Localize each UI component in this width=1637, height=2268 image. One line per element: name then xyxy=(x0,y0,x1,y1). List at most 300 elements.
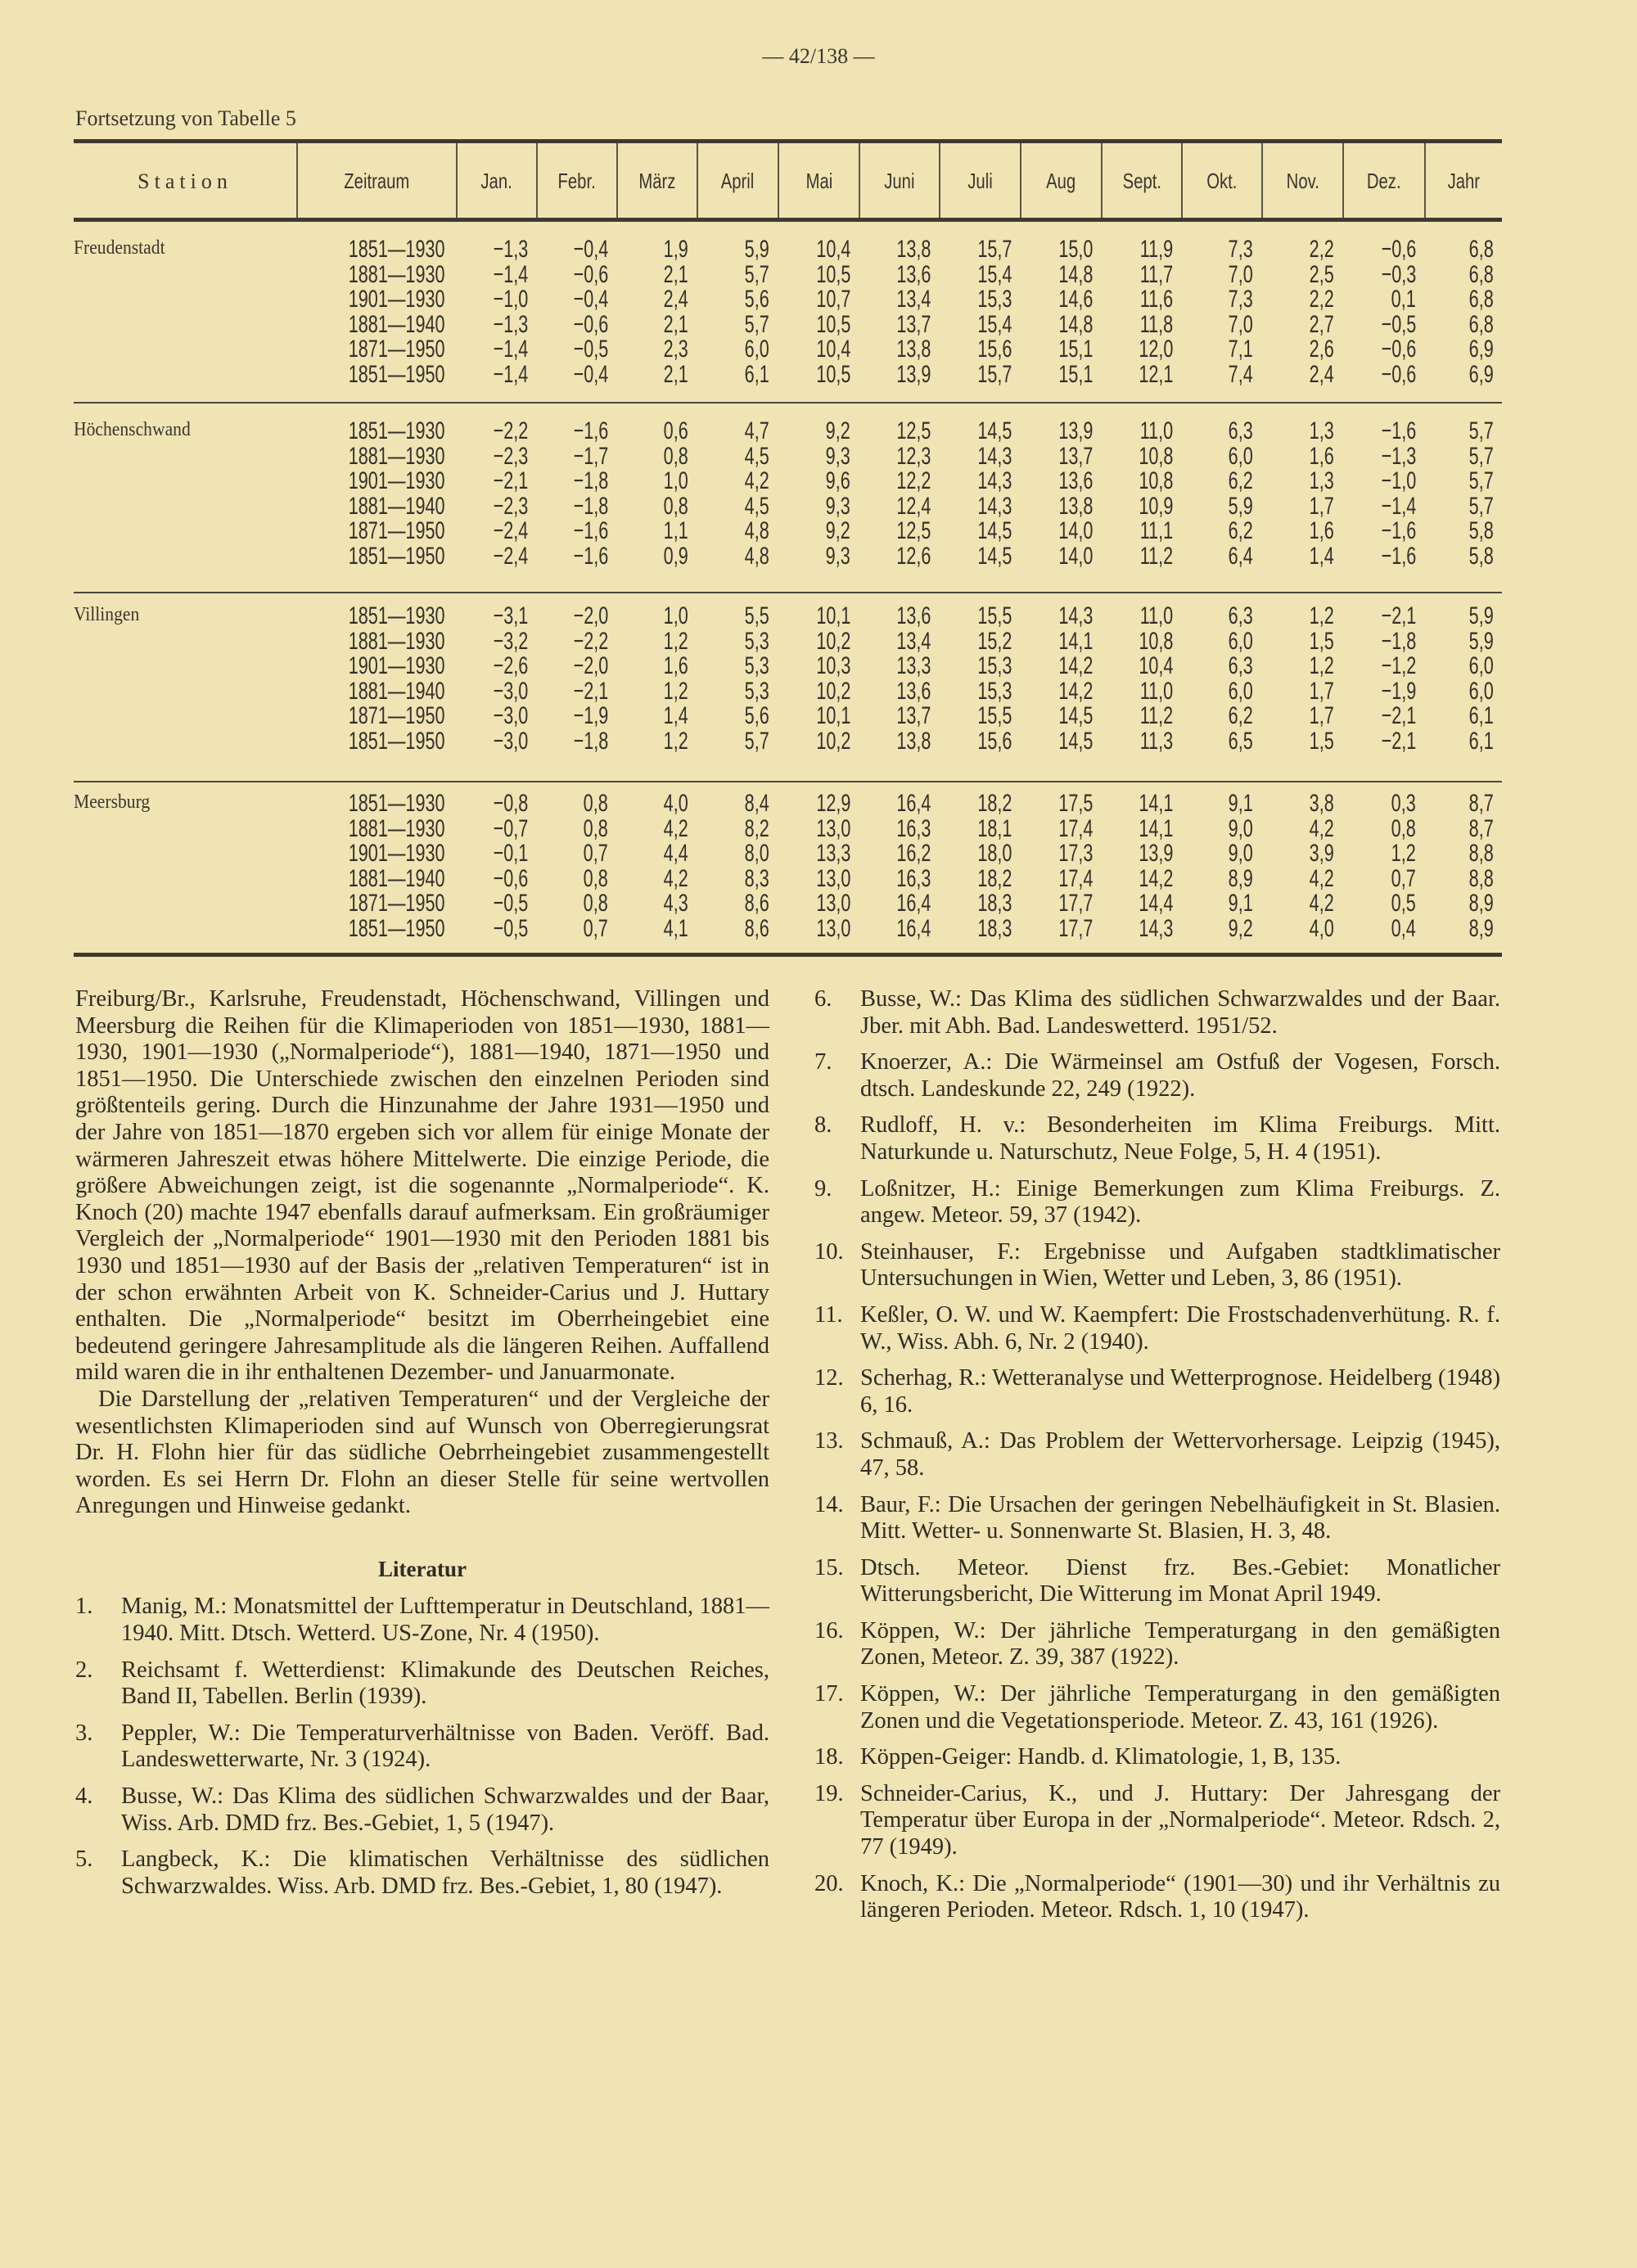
value-cell: 13,7 xyxy=(895,702,931,729)
value-cell: 18,1 xyxy=(976,814,1012,842)
value-cell: −2,1 xyxy=(493,467,528,494)
value-cell: 10,4 xyxy=(815,336,850,363)
period-cell: 1881—1940 xyxy=(348,864,444,892)
value-cell: 13,7 xyxy=(895,310,931,338)
value-cell: 2,1 xyxy=(663,360,688,388)
value-cell: 6,0 xyxy=(1228,627,1253,655)
value-cell: 0,7 xyxy=(1391,864,1416,892)
value-cell: 1,6 xyxy=(1309,517,1334,544)
value-cell: 18,3 xyxy=(976,914,1012,942)
period-cell: 1881—1940 xyxy=(348,492,444,520)
period-cell: 1851—1930 xyxy=(348,417,444,444)
table-row xyxy=(74,469,1502,494)
reference-text: Busse, W.: Das Klima des südlichen Schwarzwaldes und der Baar. Jber. mit Abh. Bad. Landeswetterd. 1951/52. xyxy=(860,986,1500,1039)
value-cell: 10,2 xyxy=(815,627,850,655)
reference-text: Peppler, W.: Die Temperaturverhältnisse von Baden. Veröff. Bad. Landeswetterwarte, Nr. 3 (1924). xyxy=(121,1720,769,1773)
value-cell: −0,7 xyxy=(493,814,528,842)
value-cell: 11,7 xyxy=(1139,260,1173,288)
value-cell: 14,3 xyxy=(1058,602,1093,629)
value-cell: 2,5 xyxy=(1309,260,1334,288)
value-cell: 15,4 xyxy=(976,310,1012,338)
value-cell: 15,6 xyxy=(976,727,1012,755)
column-header-label: April xyxy=(721,169,755,193)
value-cell: 0,8 xyxy=(663,492,688,520)
value-cell: 7,3 xyxy=(1228,236,1253,263)
value-cell: 4,0 xyxy=(1309,914,1334,942)
column-header xyxy=(296,143,456,219)
value-cell: 12,4 xyxy=(895,492,931,520)
reference-text: Busse, W.: Das Klima des südlichen Schwarzwaldes und der Baar, Wiss. Arb. DMD frz. Bes.-Gebiet, 1, 5 (1947). xyxy=(121,1783,769,1836)
reference-number: 6. xyxy=(814,986,832,1012)
value-cell: 13,3 xyxy=(815,840,850,867)
value-cell: 8,4 xyxy=(744,790,769,817)
value-cell: 5,3 xyxy=(744,652,769,679)
value-cell: −2,0 xyxy=(573,602,608,629)
value-cell: 1,4 xyxy=(1309,542,1334,570)
table-row xyxy=(74,729,1502,754)
value-cell: 16,3 xyxy=(895,864,931,892)
reference-text: Scherhag, R.: Wetteranalyse und Wetterprognose. Heidelberg (1948) 6, 16. xyxy=(860,1365,1500,1418)
value-cell: 6,8 xyxy=(1468,236,1494,263)
period-cell: 1881—1940 xyxy=(348,677,444,705)
value-cell: 11,2 xyxy=(1139,542,1173,570)
reference-item xyxy=(814,1871,1500,1924)
value-cell: −1,4 xyxy=(493,336,528,363)
value-cell: 1,7 xyxy=(1309,677,1334,705)
value-cell: 14,1 xyxy=(1138,790,1173,817)
value-cell: −1,8 xyxy=(573,492,608,520)
period-cell: 1851—1950 xyxy=(348,360,444,388)
value-cell: 6,8 xyxy=(1468,260,1494,288)
value-cell: 15,1 xyxy=(1058,336,1093,363)
reference-item xyxy=(814,1239,1500,1292)
value-cell: 5,9 xyxy=(1468,602,1494,629)
reference-item xyxy=(814,1365,1500,1418)
value-cell: 13,4 xyxy=(895,286,931,313)
column-header xyxy=(939,143,1020,219)
value-cell: −1,2 xyxy=(1381,652,1416,679)
reference-number: 14. xyxy=(814,1491,844,1517)
value-cell: 13,7 xyxy=(1058,442,1093,470)
reference-number: 20. xyxy=(814,1870,844,1896)
reference-number: 13. xyxy=(814,1428,844,1454)
period-cell: 1901—1930 xyxy=(348,840,444,867)
column-header-label: Sept. xyxy=(1122,169,1161,193)
reference-text: Steinhauser, F.: Ergebnisse und Aufgaben stadtklimatischer Untersuchungen in Wien, Wetter und Leben, 3, 86 (1951). xyxy=(860,1238,1500,1292)
value-cell: 17,7 xyxy=(1058,890,1093,917)
value-cell: −1,9 xyxy=(1381,677,1416,705)
value-cell: −3,0 xyxy=(493,702,528,729)
value-cell: 4,4 xyxy=(663,840,688,867)
value-cell: 13,6 xyxy=(895,260,931,288)
value-cell: 10,5 xyxy=(815,260,850,288)
value-cell: 6,9 xyxy=(1468,336,1494,363)
value-cell: −1,0 xyxy=(493,286,528,313)
reference-number: 16. xyxy=(814,1617,844,1644)
table-row xyxy=(74,864,1502,892)
section-rule xyxy=(74,781,1502,782)
period-cell: 1851—1950 xyxy=(348,914,444,942)
value-cell: 17,7 xyxy=(1058,914,1093,942)
value-cell: 9,6 xyxy=(825,467,850,494)
value-cell: 7,3 xyxy=(1228,286,1253,313)
value-cell: 15,4 xyxy=(976,260,1012,288)
value-cell: −1,6 xyxy=(573,542,608,570)
table-row xyxy=(74,841,1502,866)
value-cell: 13,9 xyxy=(1058,417,1093,444)
value-cell: 10,4 xyxy=(1138,652,1173,679)
value-cell: −1,4 xyxy=(1381,492,1416,520)
value-cell: 15,0 xyxy=(1058,236,1093,263)
value-cell: −1,6 xyxy=(573,417,608,444)
reference-item xyxy=(75,1657,769,1711)
column-header-label: Jan. xyxy=(480,169,513,193)
reference-text: Dtsch. Meteor. Dienst frz. Bes.-Gebiet: Monatlicher Witterungsbericht, Die Witterung im Monat April 1949. xyxy=(860,1554,1500,1607)
value-cell: 14,2 xyxy=(1138,864,1173,892)
value-cell: 7,1 xyxy=(1228,336,1253,363)
value-cell: −2,2 xyxy=(573,627,608,655)
value-cell: −2,3 xyxy=(493,492,528,520)
reference-number: 4. xyxy=(75,1783,93,1810)
reference-text: Manig, M.: Monatsmittel der Lufttemperatur in Deutschland, 1881—1940. Mitt. Dtsch. Wetterd. US-Zone, Nr. 4 (1950). xyxy=(121,1594,769,1647)
value-cell: 5,3 xyxy=(744,677,769,705)
reference-number: 8. xyxy=(814,1112,832,1139)
column-header xyxy=(1181,143,1261,219)
value-cell: 6,2 xyxy=(1228,702,1253,729)
value-cell: −1,9 xyxy=(573,702,608,729)
reference-text: Köppen, W.: Der jährliche Temperaturgang in den gemäßigten Zonen und die Vegetationsperiode. Meteor. Z. 43, 161 (1926). xyxy=(860,1681,1500,1734)
value-cell: 14,4 xyxy=(1138,890,1173,917)
column-header xyxy=(536,143,616,219)
value-cell: −1,3 xyxy=(1381,442,1416,470)
value-cell: 8,2 xyxy=(744,814,769,842)
value-cell: 13,4 xyxy=(895,627,931,655)
column-header xyxy=(1261,143,1342,219)
table-row xyxy=(74,310,1502,338)
value-cell: 8,9 xyxy=(1468,890,1494,917)
value-cell: 14,1 xyxy=(1058,627,1093,655)
value-cell: −3,2 xyxy=(493,627,528,655)
reference-number: 2. xyxy=(75,1657,93,1683)
left-column xyxy=(75,986,769,1910)
value-cell: 0,9 xyxy=(663,542,688,570)
value-cell: 0,7 xyxy=(583,914,608,942)
reference-text: Loßnitzer, H.: Einige Bemerkungen zum Klima Freiburgs. Z. angew. Meteor. 59, 37 (1942). xyxy=(860,1175,1500,1229)
value-cell: 4,2 xyxy=(663,864,688,892)
column-header xyxy=(859,143,939,219)
reference-text: Langbeck, K.: Die klimatischen Verhältnisse des südlichen Schwarzwaldes. Wiss. Arb. DMD frz. Bes.-Gebiet, 1, 80 (1947). xyxy=(121,1846,769,1899)
table-row xyxy=(74,604,1502,629)
value-cell: 5,7 xyxy=(744,727,769,755)
value-cell: 11,1 xyxy=(1139,517,1173,544)
value-cell: 10,2 xyxy=(815,677,850,705)
table-header xyxy=(74,143,1502,219)
column-header-label: Okt. xyxy=(1206,169,1238,193)
value-cell: 14,5 xyxy=(976,517,1012,544)
period-cell: 1851—1950 xyxy=(348,727,444,755)
value-cell: 13,0 xyxy=(815,914,850,942)
value-cell: 6,2 xyxy=(1228,517,1253,544)
value-cell: 7,0 xyxy=(1228,310,1253,338)
value-cell: 4,2 xyxy=(744,467,769,494)
value-cell: 2,1 xyxy=(663,260,688,288)
table-row xyxy=(74,704,1502,728)
reference-text: Reichsamt f. Wetterdienst: Klimakunde des Deutschen Reiches, Band II, Tabellen. Berlin (1939). xyxy=(121,1657,769,1710)
value-cell: 13,0 xyxy=(815,814,850,842)
value-cell: 13,0 xyxy=(815,890,850,917)
value-cell: 8,7 xyxy=(1468,790,1494,817)
value-cell: 2,4 xyxy=(1309,360,1334,388)
value-cell: 5,7 xyxy=(744,260,769,288)
value-cell: 1,0 xyxy=(663,467,688,494)
value-cell: −0,6 xyxy=(1381,336,1416,363)
value-cell: 8,9 xyxy=(1228,864,1253,892)
value-cell: 14,6 xyxy=(1058,286,1093,313)
period-cell: 1881—1930 xyxy=(348,627,444,655)
reference-item xyxy=(814,1555,1500,1608)
column-header-label: Mai xyxy=(805,169,832,193)
value-cell: −2,4 xyxy=(493,542,528,570)
value-cell: 17,3 xyxy=(1058,840,1093,867)
value-cell: 17,4 xyxy=(1058,864,1093,892)
value-cell: 4,7 xyxy=(744,417,769,444)
value-cell: 0,8 xyxy=(663,442,688,470)
value-cell: 6,0 xyxy=(1468,677,1494,705)
value-cell: −0,5 xyxy=(493,914,528,942)
value-cell: 14,3 xyxy=(976,442,1012,470)
table-row xyxy=(74,544,1502,569)
value-cell: 15,6 xyxy=(976,336,1012,363)
value-cell: 0,8 xyxy=(1391,814,1416,842)
value-cell: −2,6 xyxy=(493,652,528,679)
value-cell: 13,9 xyxy=(895,360,931,388)
value-cell: 5,7 xyxy=(1468,492,1494,520)
value-cell: −0,6 xyxy=(1381,360,1416,388)
reference-number: 18. xyxy=(814,1744,844,1770)
value-cell: 13,8 xyxy=(895,336,931,363)
value-cell: 1,7 xyxy=(1309,702,1334,729)
value-cell: 12,1 xyxy=(1138,360,1173,388)
value-cell: 13,9 xyxy=(1138,840,1173,867)
value-cell: 16,4 xyxy=(895,890,931,917)
reference-item xyxy=(814,1428,1500,1481)
reference-item xyxy=(814,1176,1500,1229)
table-row xyxy=(74,629,1502,654)
value-cell: 6,8 xyxy=(1468,310,1494,338)
table-row xyxy=(74,814,1502,842)
value-cell: 14,5 xyxy=(976,417,1012,444)
value-cell: −0,5 xyxy=(573,336,608,363)
value-cell: 9,3 xyxy=(825,542,850,570)
value-cell: −2,3 xyxy=(493,442,528,470)
value-cell: 14,2 xyxy=(1058,677,1093,705)
value-cell: −2,1 xyxy=(573,677,608,705)
value-cell: −1,6 xyxy=(1381,417,1416,444)
value-cell: 9,3 xyxy=(825,442,850,470)
value-cell: 10,1 xyxy=(815,602,850,629)
value-cell: 6,0 xyxy=(744,336,769,363)
reference-item xyxy=(814,986,1500,1039)
value-cell: 15,1 xyxy=(1058,360,1093,388)
value-cell: 13,6 xyxy=(1058,467,1093,494)
right-column xyxy=(814,986,1500,1934)
reference-list xyxy=(814,986,1500,1924)
value-cell: 14,5 xyxy=(976,542,1012,570)
value-cell: 0,5 xyxy=(1391,890,1416,917)
reference-number: 7. xyxy=(814,1049,832,1075)
value-cell: −1,4 xyxy=(493,260,528,288)
value-cell: −2,0 xyxy=(573,652,608,679)
table-header-rule xyxy=(74,218,1502,222)
value-cell: 5,8 xyxy=(1468,542,1494,570)
column-header-label: Juli xyxy=(967,169,993,193)
value-cell: 4,8 xyxy=(744,542,769,570)
value-cell: 2,7 xyxy=(1309,310,1334,338)
reference-number: 5. xyxy=(75,1846,93,1873)
value-cell: 4,8 xyxy=(744,517,769,544)
value-cell: 5,6 xyxy=(744,286,769,313)
value-cell: 1,2 xyxy=(663,677,688,705)
reference-item xyxy=(814,1049,1500,1102)
table-row xyxy=(74,237,1502,262)
reference-text: Rudloff, H. v.: Besonderheiten im Klima Freiburgs. Mitt. Naturkunde u. Naturschutz, Neue Folge, 5, H. 4 (1951). xyxy=(860,1112,1500,1165)
reference-text: Baur, F.: Die Ursachen der geringen Nebelhäufigkeit in St. Blasien. Mitt. Wetter- u. Sonnenwarte St. Blasien, H. 3, 48. xyxy=(860,1491,1500,1544)
reference-text: Köppen-Geiger: Handb. d. Klimatologie, 1, B, 135. xyxy=(860,1744,1342,1770)
value-cell: 13,6 xyxy=(895,602,931,629)
column-header-label: Nov. xyxy=(1286,169,1319,193)
station-name: Höchenschwand xyxy=(74,419,191,440)
value-cell: 10,2 xyxy=(815,727,850,755)
value-cell: 1,5 xyxy=(1309,627,1334,655)
value-cell: 15,5 xyxy=(976,602,1012,629)
value-cell: −1,0 xyxy=(1381,467,1416,494)
value-cell: −0,6 xyxy=(493,864,528,892)
period-cell: 1871—1950 xyxy=(348,336,444,363)
value-cell: 10,8 xyxy=(1138,627,1173,655)
value-cell: 8,9 xyxy=(1468,914,1494,942)
value-cell: 12,5 xyxy=(895,417,931,444)
value-cell: 14,0 xyxy=(1058,517,1093,544)
value-cell: 5,3 xyxy=(744,627,769,655)
value-cell: −1,6 xyxy=(1381,517,1416,544)
value-cell: 1,2 xyxy=(1309,652,1334,679)
value-cell: 0,8 xyxy=(583,890,608,917)
column-header xyxy=(1101,143,1181,219)
value-cell: 6,3 xyxy=(1228,417,1253,444)
value-cell: 10,7 xyxy=(815,286,850,313)
value-cell: 10,5 xyxy=(815,360,850,388)
value-cell: 11,8 xyxy=(1139,310,1173,338)
value-cell: 4,5 xyxy=(744,492,769,520)
period-cell: 1881—1930 xyxy=(348,260,444,288)
value-cell: 8,8 xyxy=(1468,840,1494,867)
value-cell: 3,8 xyxy=(1309,790,1334,817)
value-cell: 13,3 xyxy=(895,652,931,679)
value-cell: 13,8 xyxy=(895,727,931,755)
reference-item xyxy=(814,1302,1500,1355)
value-cell: 0,8 xyxy=(583,790,608,817)
value-cell: 9,2 xyxy=(1228,914,1253,942)
period-cell: 1901—1930 xyxy=(348,652,444,679)
value-cell: 9,0 xyxy=(1228,840,1253,867)
value-cell: −1,8 xyxy=(573,727,608,755)
reference-item xyxy=(75,1594,769,1647)
value-cell: 6,9 xyxy=(1468,360,1494,388)
value-cell: 14,2 xyxy=(1058,652,1093,679)
value-cell: 13,0 xyxy=(815,864,850,892)
value-cell: 5,7 xyxy=(744,310,769,338)
table-row xyxy=(74,914,1502,942)
value-cell: 14,0 xyxy=(1058,542,1093,570)
value-cell: −1,3 xyxy=(493,236,528,263)
value-cell: 8,7 xyxy=(1468,814,1494,842)
period-cell: 1901—1930 xyxy=(348,467,444,494)
value-cell: 5,5 xyxy=(744,602,769,629)
value-cell: 1,2 xyxy=(663,727,688,755)
value-cell: 13,8 xyxy=(1058,492,1093,520)
period-cell: 1851—1930 xyxy=(348,236,444,263)
value-cell: 12,2 xyxy=(895,467,931,494)
value-cell: −0,4 xyxy=(573,360,608,388)
value-cell: 6,1 xyxy=(1468,702,1494,729)
value-cell: −2,4 xyxy=(493,517,528,544)
reference-text: Schneider-Carius, K., und J. Huttary: Der Jahresgang der Temperatur über Europa in der „Normalperiode“. Meteor. Rdsch. 2, 77 (1949). xyxy=(860,1780,1500,1860)
value-cell: 1,2 xyxy=(663,627,688,655)
value-cell: 0,6 xyxy=(663,417,688,444)
value-cell: 5,9 xyxy=(1228,492,1253,520)
reference-number: 11. xyxy=(814,1301,843,1328)
column-header-label: Febr. xyxy=(557,169,597,193)
literature-heading: Literatur xyxy=(378,1556,467,1581)
value-cell: −2,2 xyxy=(493,417,528,444)
value-cell: 1,7 xyxy=(1309,492,1334,520)
body-paragraph: Freiburg/Br., Karlsruhe, Freudenstadt, Höchenschwand, Villingen und Meersburg die Reihen für die Klimaperioden von 1851—1930, 1881—1930, 1901—1930 („Normalperiode“), 1881—1940, 1871—1950 und 1851—1950. Die Unterschiede zwischen den einzelnen Perioden sind größtenteils gering. Durch die Hinzunahme der Jahre 1931—1950 und der Jahre von 1851—1870 ergeben sich vor allem für einige Monate der wärmeren Jahreszeit etwas höhere Mittelwerte. Die einzige Periode, die größere Abweichungen zeigt, ist die sogenannte „Normalperiode“. K. Knoch (20) machte 1947 ebenfalls darauf aufmerksam. Ein großräumiger Vergleich der „Normalperiode“ 1901—1930 mit den Perioden 1881 bis 1930 und 1851—1930 auf der Basis der „relativen Temperaturen“ ist in der schon erwähnten Arbeit von K. Schneider-Carius und J. Huttary enthalten. Die „Normalperiode“ besitzt im Oberrheingebiet eine bedeutend geringere Jahresamplitude als die längeren Reihen. Auffallend mild waren die in ihr enthaltenen Dezember- und Januarmonate. xyxy=(75,986,769,1386)
value-cell: −0,6 xyxy=(1381,236,1416,263)
value-cell: −3,0 xyxy=(493,677,528,705)
value-cell: −2,1 xyxy=(1381,727,1416,755)
value-cell: 2,1 xyxy=(663,310,688,338)
value-cell: 14,5 xyxy=(1058,702,1093,729)
value-cell: 6,2 xyxy=(1228,467,1253,494)
value-cell: 11,9 xyxy=(1139,236,1173,263)
column-header xyxy=(1020,143,1101,219)
value-cell: 5,7 xyxy=(1468,467,1494,494)
value-cell: 4,2 xyxy=(1309,864,1334,892)
value-cell: 4,5 xyxy=(744,442,769,470)
body-paragraph: Die Darstellung der „relativen Temperaturen“ und der Vergleiche der wesentlichsten Klimaperioden sind auf Wunsch von Oberregierungsrat Dr. H. Flohn hier für das südliche Oebrrheingebiet zusammengestellt worden. Es sei Herrn Dr. Flohn an dieser Stelle für seine wertvollen Anregungen und Hinweise gedankt. xyxy=(75,1386,769,1519)
value-cell: 2,3 xyxy=(663,336,688,363)
value-cell: 12,0 xyxy=(1138,336,1173,363)
column-header xyxy=(456,143,536,219)
value-cell: −0,3 xyxy=(1381,260,1416,288)
value-cell: 4,1 xyxy=(663,914,688,942)
value-cell: 8,6 xyxy=(744,914,769,942)
table-row xyxy=(74,419,1502,444)
value-cell: 6,1 xyxy=(1468,727,1494,755)
value-cell: −1,6 xyxy=(1381,542,1416,570)
value-cell: 15,3 xyxy=(976,652,1012,679)
value-cell: 15,3 xyxy=(976,286,1012,313)
value-cell: 11,3 xyxy=(1139,727,1173,755)
value-cell: 10,5 xyxy=(815,310,850,338)
table-bottom-rule xyxy=(74,953,1502,957)
value-cell: 0,1 xyxy=(1391,286,1416,313)
value-cell: 10,4 xyxy=(815,236,850,263)
value-cell: −1,8 xyxy=(1381,627,1416,655)
value-cell: 15,2 xyxy=(976,627,1012,655)
value-cell: 13,8 xyxy=(895,236,931,263)
column-header-label: Dez. xyxy=(1367,169,1401,193)
